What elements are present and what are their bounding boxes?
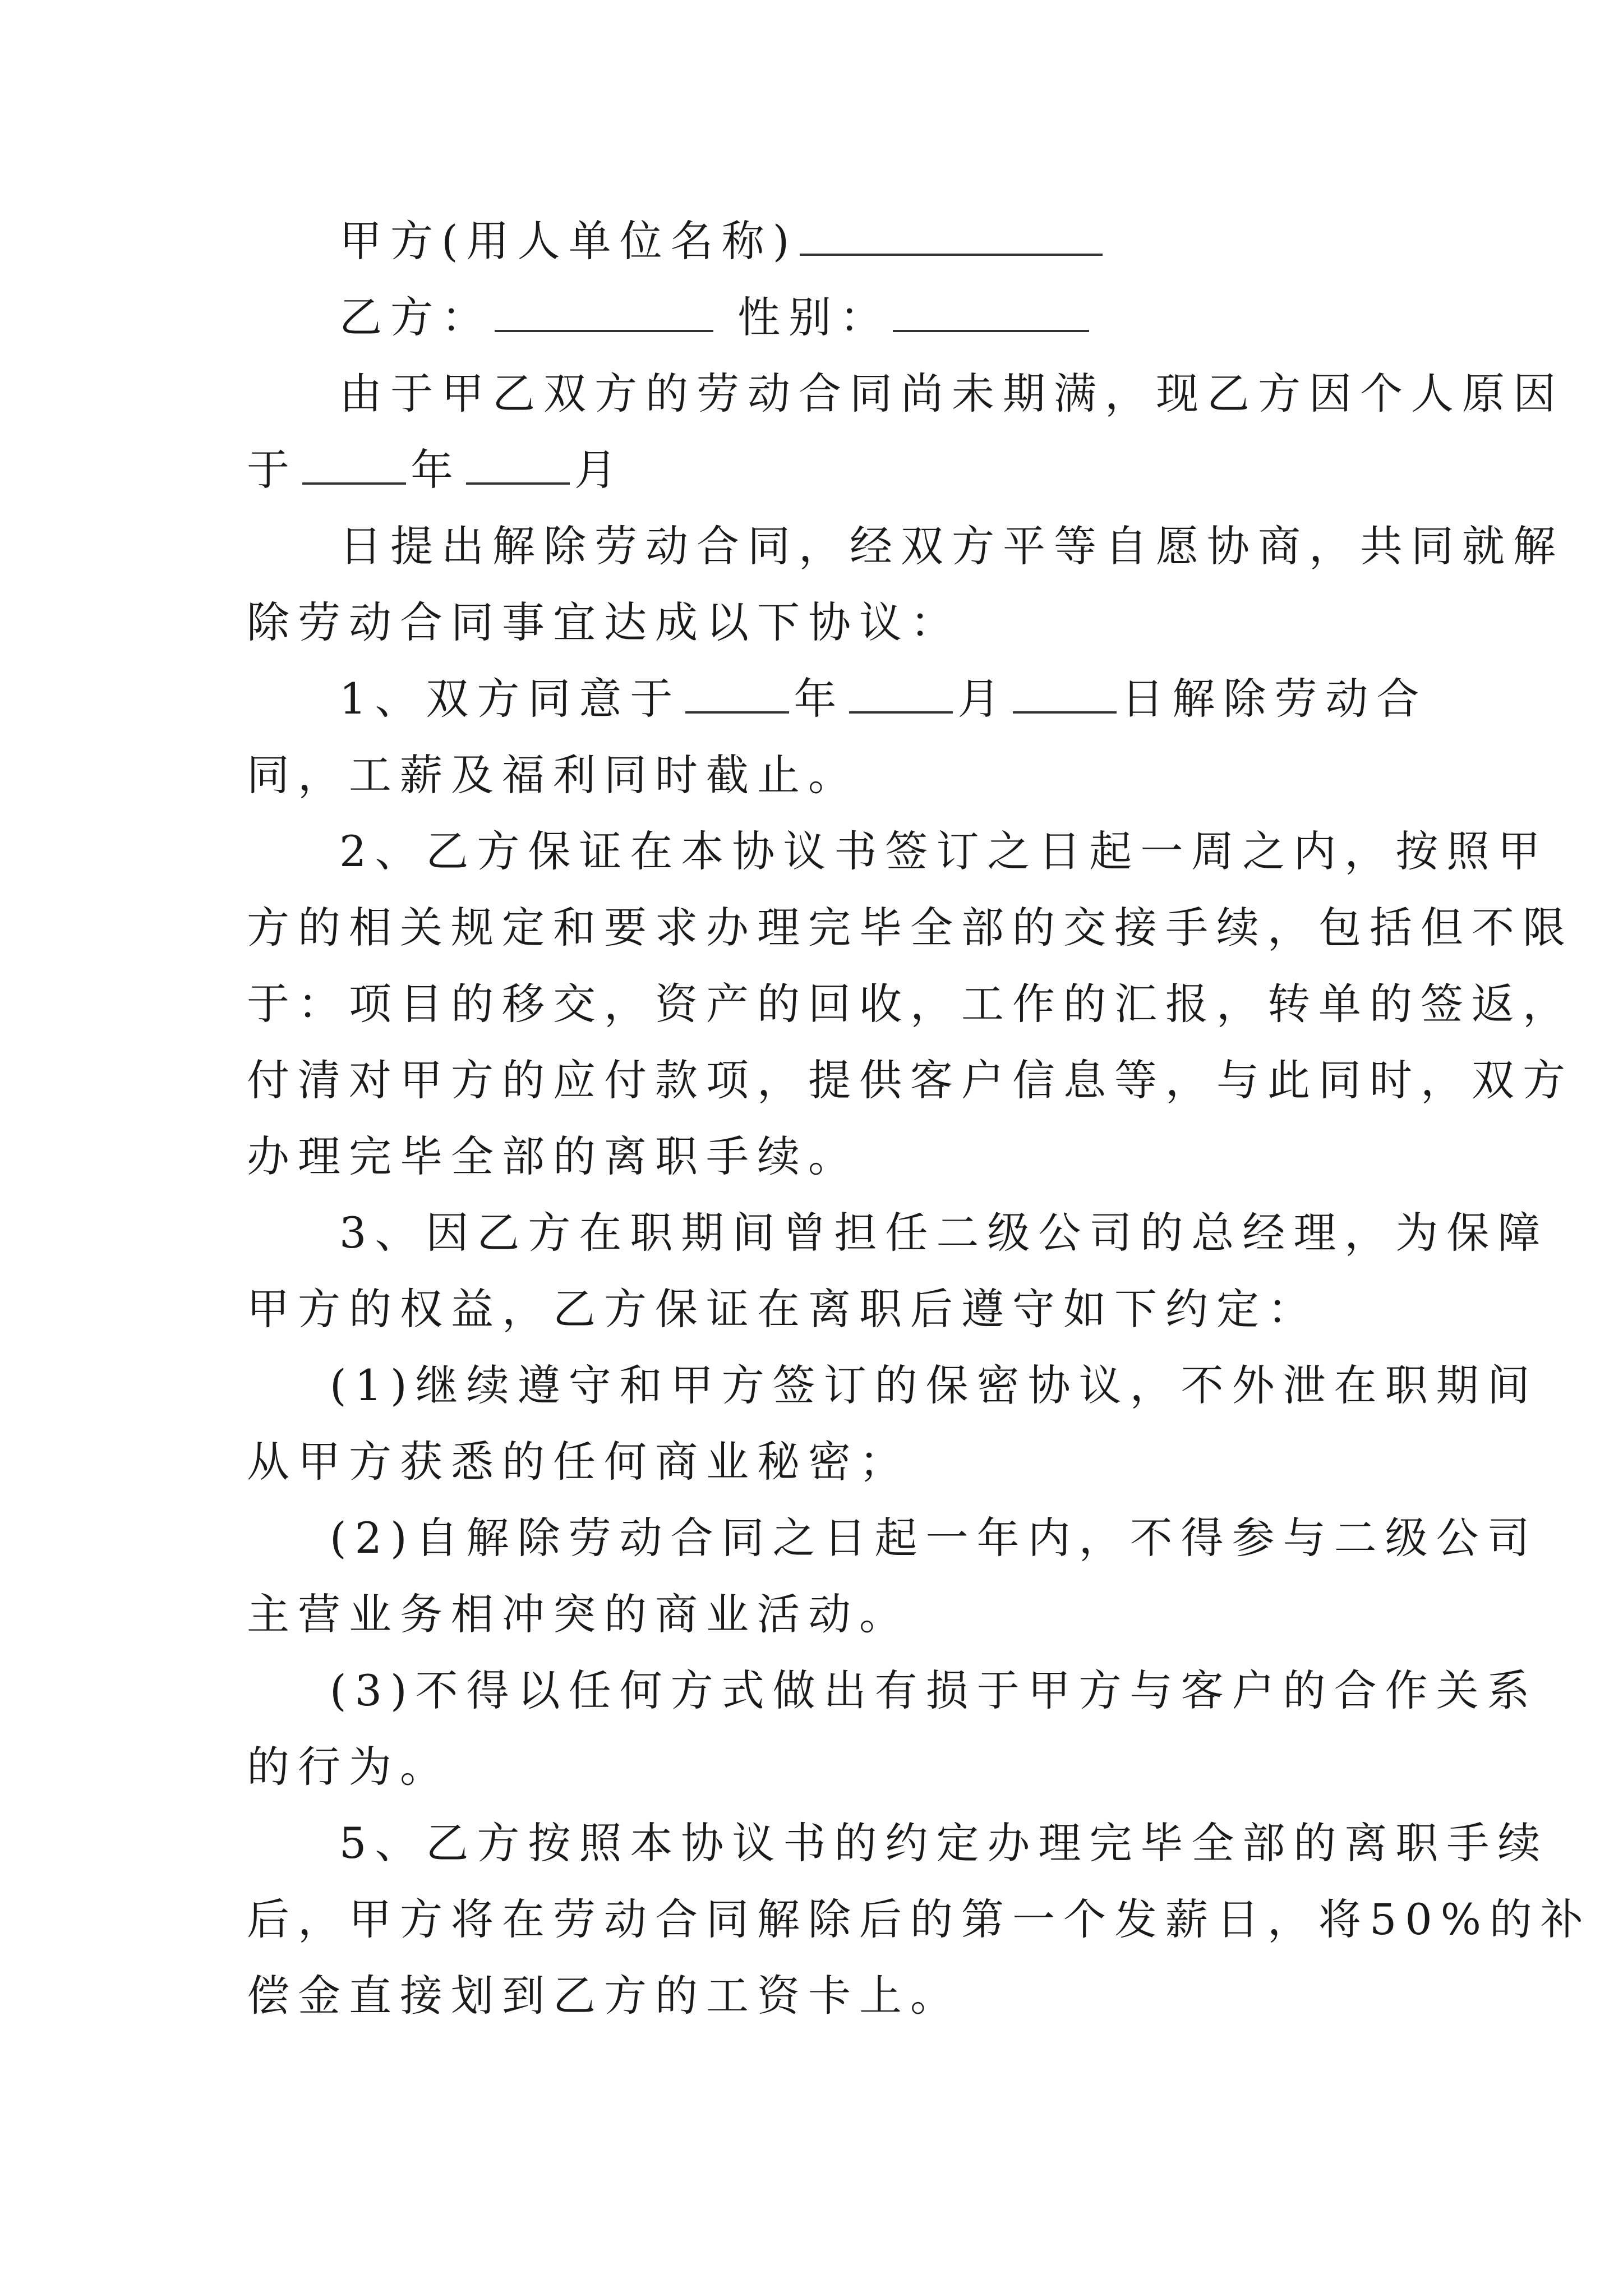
clause-1-month-blank <box>849 672 953 714</box>
intro-line-2 <box>247 432 1391 508</box>
clause-1-month-label: 月 <box>957 674 1009 724</box>
gender-blank <box>893 291 1089 332</box>
clause-1-prefix: 1、双方同意于 <box>339 674 681 724</box>
clause-5-line-2: 后，甲方将在劳动合同解除后的第一个发薪日，将50%的补 <box>247 1894 1592 1944</box>
clause-2-line-4: 付清对甲方的应付款项，提供客户信息等，与此同时，双方 <box>247 1055 1574 1105</box>
intro-line-4: 除劳动合同事宜达成以下协议： <box>247 597 961 647</box>
sub-clause-1-line-2: 从甲方获悉的任何商业秘密； <box>247 1437 910 1487</box>
month-label: 月 <box>574 445 625 495</box>
party-a-line <box>247 203 1391 279</box>
intro-line-1: 由于甲乙双方的劳动合同尚未期满，现乙方因个人原因 <box>339 369 1564 418</box>
clause-1-year-label: 年 <box>794 674 845 724</box>
clause-1-day-blank <box>1013 672 1117 714</box>
party-b-blank <box>495 291 713 332</box>
sub-clause-1-line-1: (1)继续遵守和甲方签订的保密协议，不外泄在职期间 <box>330 1360 1538 1410</box>
month-blank <box>466 443 570 485</box>
clause-3-line-1: 3、因乙方在职期间曾担任二级公司的总经理，为保障 <box>339 1208 1549 1258</box>
clause-5-line-3: 偿金直接划到乙方的工资卡上。 <box>247 1971 961 2021</box>
sub-clause-3-line-2: 的行为。 <box>247 1742 451 1792</box>
document-body <box>247 203 1592 2034</box>
clause-1-day-suffix: 日解除劳动合 <box>1121 674 1428 724</box>
clause-1-year-blank <box>685 672 789 714</box>
year-blank <box>302 443 406 485</box>
sub-clause-2-line-1: (2)自解除劳动合同之日起一年内，不得参与二级公司 <box>330 1513 1538 1563</box>
party-b-label: 乙方： <box>339 292 492 342</box>
clause-2-line-5: 办理完毕全部的离职手续。 <box>247 1131 859 1181</box>
clause-1-line-2: 同，工薪及福利同时截止。 <box>247 750 859 800</box>
year-label: 年 <box>411 445 462 495</box>
sub-clause-2-line-2: 主营业务相冲突的商业活动。 <box>247 1589 910 1639</box>
clause-2-line-3: 于：项目的移交，资产的回收，工作的汇报，转单的签返， <box>247 979 1574 1029</box>
gender-label: 性别： <box>737 292 891 342</box>
party-a-label: 甲方(用人单位名称) <box>339 216 798 266</box>
clause-3-line-2: 甲方的权益，乙方保证在离职后遵守如下约定： <box>247 1284 1318 1334</box>
sub-clause-3-line-1: (3)不得以任何方式做出有损于甲方与客户的合作关系 <box>330 1665 1538 1715</box>
party-a-blank <box>800 214 1103 256</box>
clause-5-line-1: 5、乙方按照本协议书的约定办理完毕全部的离职手续 <box>339 1818 1549 1868</box>
clause-2-line-2: 方的相关规定和要求办理完毕全部的交接手续，包括但不限 <box>247 903 1574 953</box>
clause-2-line-1: 2、乙方保证在本协议书签订之日起一周之内，按照甲 <box>339 826 1549 876</box>
clause-1-line-1 <box>247 661 1428 737</box>
party-b-line <box>247 279 1391 356</box>
intro-prefix: 于 <box>247 445 298 495</box>
intro-line-3: 日提出解除劳动合同，经双方平等自愿协商，共同就解 <box>339 521 1564 571</box>
